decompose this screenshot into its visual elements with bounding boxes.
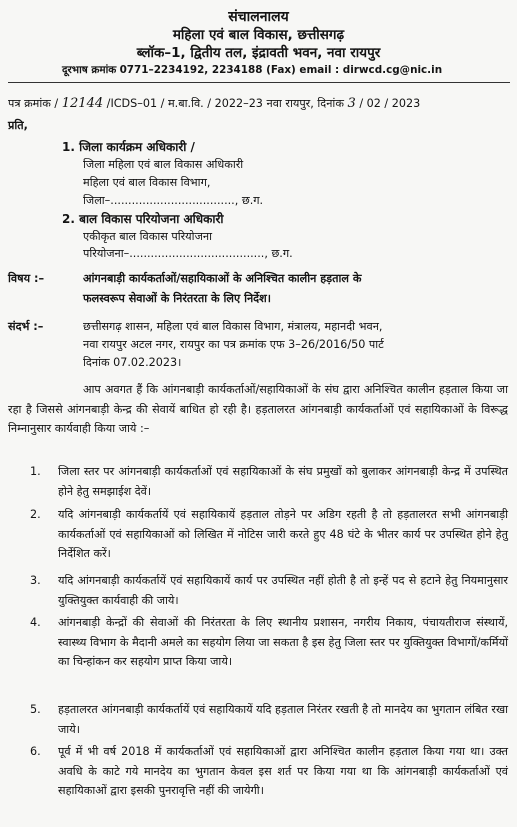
date-handwritten-day: 3: [347, 96, 356, 111]
point-text: हड़तालरत आंगनबाड़ी कार्यकर्तायें एवं सहायिकायें यदि हड़ताल निरंतर रखती है तो मानदेय का भुगतान लंबित रखा जाये।: [58, 703, 508, 736]
ref-prefix: पत्र क्रमांक /: [8, 97, 59, 110]
recipient-1-title: 1. जिला कार्यक्रम अधिकारी /: [62, 140, 195, 154]
recipient-2-title: 2. बाल विकास परियोजना अधिकारी: [62, 212, 224, 226]
recipient-1-line-2: महिला एवं बाल विकास विभाग,: [83, 176, 211, 189]
subject-line-1: आंगनबाड़ी कार्यकर्ताओं/सहायिकाओं के अनिश्चित कालीन हड़ताल के: [83, 272, 362, 285]
header-address: ब्लॉक–1, द्वितीय तल, इंद्रावती भवन, नवा रायपुर: [136, 45, 381, 61]
point-number: 1.: [30, 465, 41, 478]
header-divider: [8, 82, 510, 83]
point-text: पूर्व में भी वर्ष 2018 में कार्यकर्ताओं एवं सहायिकाओं द्वारा अनिश्चित कालीन हड़ताल किया गया था। उक्त अवधि के काटे गये मानदेय का भुगतान केवल इस शर्त पर किया गया था कि आंगनबाड़ी कार्यकर्ताओं एवं सहायिकाओं द्वारा इसकी पुनरावृत्ति नहीं की जायेगी।: [58, 745, 508, 797]
phone-and-email: 0771–2234192, 2234188 (Fax) email : dirwcd.cg@nic.in: [119, 64, 443, 76]
prati-label: प्रति,: [8, 119, 28, 132]
point-text: यदि आंगनबाड़ी कार्यकर्तायें एवं सहायिकायें हड़ताल तोड़ने पर अडिग रहती है तो हड़तालरत सभी आंगनबाड़ी कार्यकर्ताओं एवं सहायिकाओं को लिखित में नोटिस जारी करते हुए 48 घंटे के भीतर कार्य पर उपस्थित होने हेतु निर्देशित करें।: [58, 508, 508, 560]
recipient-2-line-1: एकीकृत बाल विकास परियोजना: [83, 230, 212, 243]
reference-line-1: छत्तीसगढ़ शासन, महिला एवं बाल विकास विभाग, मंत्रालय, महानदी भवन,: [83, 320, 383, 333]
recipient-1-line-1: जिला महिला एवं बाल विकास अधिकारी: [83, 158, 244, 171]
letter-reference: [8, 97, 420, 111]
point-text: यदि आंगनबाड़ी कार्यकर्तायें एवं सहायिकायें कार्य पर उपस्थित नहीं होती है तो इन्हें पद से हटाने हेतु नियमानुसार युक्तियुक्त कार्यवाही की जाये।: [58, 574, 508, 607]
point-text: आंगनबाड़ी केन्द्रों की सेवाओं की निरंतरता के लिए स्थानीय प्रशासन, नगरीय निकाय, पंचायतीराज संस्थायें, स्वास्थ्य विभाग के मैदानी अमले का सहयोग लिया जा सकता है इस हेतु जिला स्तर पर युक्तियुक्त विभागों/कर्मियों का चिन्हांकन कर सहयोग प्राप्त किया जाये।: [58, 616, 508, 668]
point-number: 3.: [30, 574, 41, 587]
point-text: जिला स्तर पर आंगनबाड़ी कार्यकर्ताओं एवं सहायिकाओं के संघ प्रमुखों को बुलाकर आंगनबाड़ी केन्द्र में उपस्थित होने हेतु समझाईश देवें।: [58, 465, 508, 498]
ref-handwritten-number: 12144: [61, 96, 104, 111]
recipient-1-line-3: जिला–..................................., छ.ग.: [83, 194, 264, 207]
header-department: महिला एवं बाल विकास, छत्तीसगढ़: [172, 27, 345, 43]
intro-paragraph: आप अवगत हैं कि आंगनबाड़ी कार्यकर्ताओं/सहायिकाओं के संघ द्वारा अनिश्चित कालीन हड़ताल किया जा रहा है जिससे आंगनबाड़ी केन्द्र की सेवायें बाधित हो रही है। हड़तालरत आंगनबाड़ी कार्यकर्ताओं एवं सहायिकाओं के विरूद्ध निम्नानुसार कार्यवाही किया जाये :–: [8, 383, 508, 435]
reference-line-3: दिनांक 07.02.2023।: [83, 356, 182, 369]
ref-body: /ICDS–01 / म.बा.वि. / 2022–23 नवा रायपुर, दिनांक: [106, 97, 344, 110]
header-contact: [62, 63, 442, 77]
point-number: 2.: [30, 508, 41, 521]
subject-line-2: फलस्वरूप सेवाओं के निरंतरता के लिए निर्देश।: [83, 292, 271, 305]
point-number: 5.: [30, 703, 41, 716]
date-rest: / 02 / 2023: [359, 97, 421, 110]
recipient-2-line-2: परियोजना–......................................, छ.ग.: [83, 247, 293, 260]
reference-label: संदर्भ :–: [8, 320, 44, 333]
subject-label: विषय :–: [8, 272, 45, 285]
point-number: 6.: [30, 745, 41, 758]
header-office: संचालनालय: [228, 9, 289, 25]
phone-label: दूरभाष क्रमांक: [62, 64, 117, 76]
point-number: 4.: [30, 616, 41, 629]
reference-line-2: नवा रायपुर अटल नगर, रायपुर का पत्र क्रमांक एफ 3–26/2016/50 पार्ट: [83, 338, 384, 351]
